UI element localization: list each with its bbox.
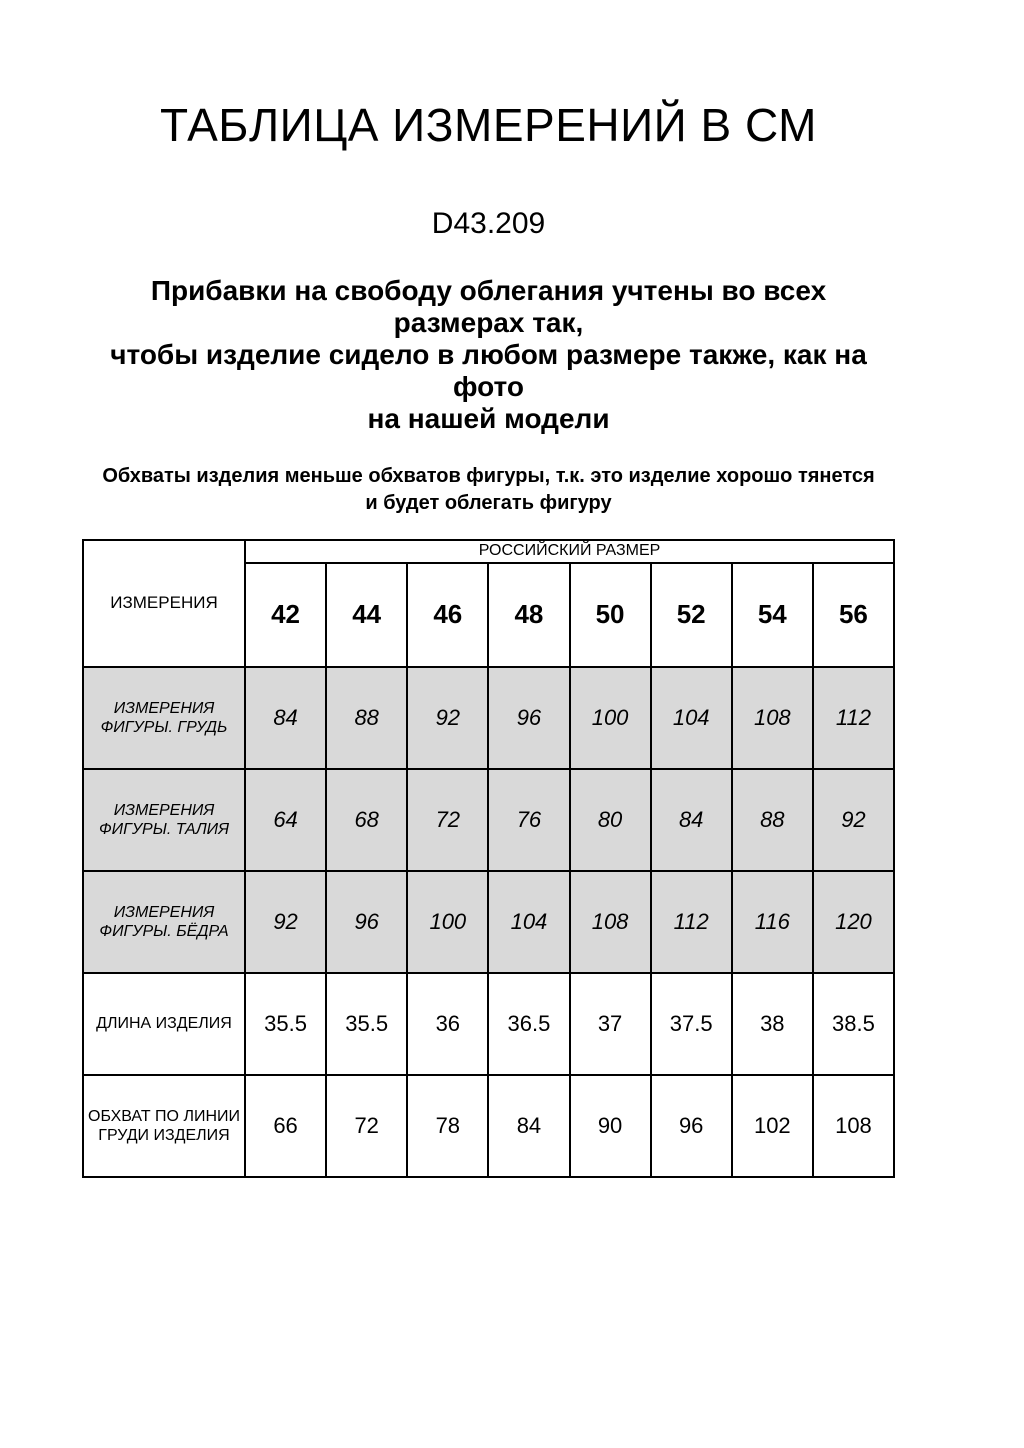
- measurement-cell: 37.5: [651, 973, 732, 1075]
- table-row-waist-figure: [83, 769, 894, 871]
- note-primary-line3: на нашей модели: [367, 402, 610, 434]
- size-col-header: 54: [732, 563, 813, 667]
- measurement-cell: 116: [732, 871, 813, 973]
- size-col-header: 56: [813, 563, 894, 667]
- size-col-header: 42: [245, 563, 326, 667]
- row-label: ИЗМЕРЕНИЯ ФИГУРЫ. БЁДРА: [83, 871, 245, 973]
- size-col-header: 48: [488, 563, 569, 667]
- measurement-cell: 96: [651, 1075, 732, 1177]
- row-label: ОБХВАТ ПО ЛИНИИ ГРУДИ ИЗДЕЛИЯ: [83, 1075, 245, 1177]
- measurement-cell: 38: [732, 973, 813, 1075]
- measurement-cell: 92: [407, 667, 488, 769]
- size-col-header: 44: [326, 563, 407, 667]
- table-row-chest-figure: [83, 667, 894, 769]
- corner-header-cell: ИЗМЕРЕНИЯ: [83, 540, 245, 667]
- note-secondary-line2: и будет облегать фигуру: [365, 491, 612, 514]
- measurement-cell: 76: [488, 769, 569, 871]
- measurement-cell: 84: [488, 1075, 569, 1177]
- measurement-cell: 108: [570, 871, 651, 973]
- measurement-cell: 38.5: [813, 973, 894, 1075]
- row-label: ИЗМЕРЕНИЯ ФИГУРЫ. ГРУДЬ: [83, 667, 245, 769]
- note-primary-line2: чтобы изделие сидело в любом размере также, как на фото: [110, 338, 867, 402]
- measurement-cell: 104: [488, 871, 569, 973]
- size-col-header: 46: [407, 563, 488, 667]
- measurement-cell: 84: [651, 769, 732, 871]
- measurement-cell: 84: [245, 667, 326, 769]
- note-secondary: [82, 463, 895, 517]
- note-primary: [82, 275, 895, 435]
- measurement-cell: 68: [326, 769, 407, 871]
- note-secondary-line1: Обхваты изделия меньше обхватов фигуры, т.к. это изделие хорошо тянется: [102, 464, 875, 487]
- measurement-cell: 36: [407, 973, 488, 1075]
- measurement-cell: 96: [488, 667, 569, 769]
- measurement-cell: 120: [813, 871, 894, 973]
- table-row-item-chest-girth: [83, 1075, 894, 1177]
- measurement-cell: 88: [732, 769, 813, 871]
- measurement-cell: 80: [570, 769, 651, 871]
- measurement-cell: 100: [407, 871, 488, 973]
- measurement-cell: 92: [245, 871, 326, 973]
- row-label: ДЛИНА ИЗДЕЛИЯ: [83, 973, 245, 1075]
- russian-size-header-cell: РОССИЙСКИЙ РАЗМЕР: [245, 540, 894, 563]
- measurement-cell: 78: [407, 1075, 488, 1177]
- measurement-cell: 66: [245, 1075, 326, 1177]
- row-label: ИЗМЕРЕНИЯ ФИГУРЫ. ТАЛИЯ: [83, 769, 245, 871]
- measurements-table: [82, 539, 895, 1178]
- size-col-header: 50: [570, 563, 651, 667]
- measurement-cell: 108: [813, 1075, 894, 1177]
- measurement-cell: 35.5: [326, 973, 407, 1075]
- measurement-cell: 96: [326, 871, 407, 973]
- measurement-cell: 36.5: [488, 973, 569, 1075]
- measurement-cell: 72: [407, 769, 488, 871]
- measurement-cell: 100: [570, 667, 651, 769]
- measurement-cell: 104: [651, 667, 732, 769]
- measurement-cell: 112: [813, 667, 894, 769]
- table-row-item-length: [83, 973, 894, 1075]
- document-content: [82, 0, 895, 1178]
- measurement-cell: 35.5: [245, 973, 326, 1075]
- measurement-cell: 92: [813, 769, 894, 871]
- measurement-cell: 88: [326, 667, 407, 769]
- measurement-cell: 112: [651, 871, 732, 973]
- measurement-cell: 37: [570, 973, 651, 1075]
- measurement-cell: 102: [732, 1075, 813, 1177]
- table-row-hips-figure: [83, 871, 894, 973]
- note-primary-line1: Прибавки на свободу облегания учтены во всех размерах так,: [150, 274, 827, 338]
- measurement-cell: 108: [732, 667, 813, 769]
- table-group-header-row: [83, 540, 894, 563]
- model-code: D43.209: [431, 206, 546, 240]
- measurement-cell: 64: [245, 769, 326, 871]
- measurement-cell: 72: [326, 1075, 407, 1177]
- page-title: ТАБЛИЦА ИЗМЕРЕНИЙ В СМ: [160, 99, 817, 151]
- measurement-cell: 90: [570, 1075, 651, 1177]
- size-col-header: 52: [651, 563, 732, 667]
